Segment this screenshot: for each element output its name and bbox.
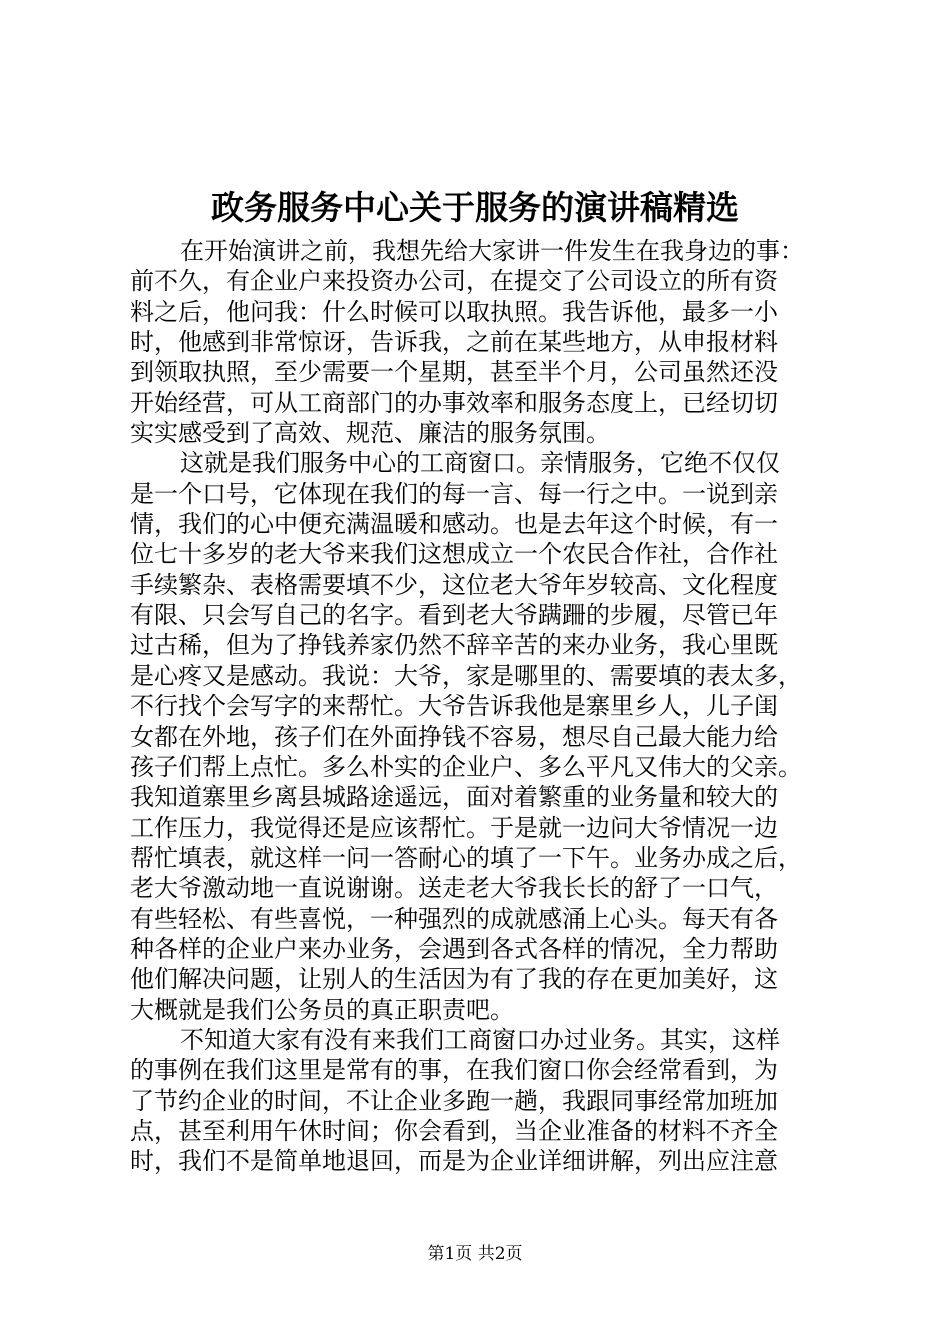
text-line: 工作压力，我觉得还是应该帮忙。于是就一边问大爷情况一边: [130, 813, 778, 842]
text-line: 这就是我们服务中心的工商窗口。亲情服务，它绝不仅仅: [180, 449, 780, 478]
text-line: 到领取执照，至少需要一个星期，甚至半个月，公司虽然还没: [130, 358, 778, 387]
text-line: 前不久，有企业户来投资办公司，在提交了公司设立的所有资: [130, 267, 778, 296]
text-line: 大概就是我们公务员的真正职责吧。: [130, 995, 514, 1024]
text-line: 不知道大家有没有来我们工商窗口办过业务。其实，这样: [180, 1025, 780, 1054]
text-line: 女都在外地，孩子们在外面挣钱不容易，想尽自己最大能力给: [130, 722, 778, 751]
text-line: 在开始演讲之前，我想先给大家讲一件发生在我身边的事：: [180, 237, 804, 265]
text-line: 帮忙填表，就这样一问一答耐心的填了一下午。业务办成之后，: [130, 843, 802, 872]
text-line: 情，我们的心中便充满温暖和感动。也是去年这个时候，有一: [130, 510, 778, 539]
text-line: 手续繁杂、表格需要填不少，这位老大爷年岁较高、文化程度: [130, 570, 778, 599]
text-line: 我知道寨里乡离县城路途遥远，面对着繁重的业务量和较大的: [130, 783, 778, 812]
text-line: 老大爷激动地一直说谢谢。送走老大爷我长长的舒了一口气，: [130, 874, 778, 903]
text-line: 有限、只会写自己的名字。看到老大爷蹒跚的步履，尽管已年: [130, 601, 778, 630]
document-title: 政务服务中心关于服务的演讲稿精选: [211, 188, 739, 227]
page-footer: 第1页 共2页: [427, 1244, 523, 1264]
text-line: 种各样的企业户来办业务，会遇到各式各样的情况，全力帮助: [130, 934, 778, 963]
text-line: 开始经营，可从工商部门的办事效率和服务态度上，已经切切: [130, 388, 778, 417]
text-line: 的事例在我们这里是常有的事，在我们窗口你会经常看到，为: [130, 1056, 778, 1085]
text-line: 他们解决问题，让别人的生活因为有了我的存在更加美好，这: [130, 965, 778, 994]
text-line: 是心疼又是感动。我说：大爷，家是哪里的、需要填的表太多，: [130, 661, 802, 690]
text-line: 时，我们不是简单地退回，而是为企业详细讲解，列出应注意: [130, 1147, 778, 1176]
text-line: 孩子们帮上点忙。多么朴实的企业户、多么平凡又伟大的父亲。: [130, 752, 802, 781]
text-line: 不行找个会写字的来帮忙。大爷告诉我他是寨里乡人，儿子闺: [130, 692, 778, 721]
text-line: 过古稀，但为了挣钱养家仍然不辞辛苦的来办业务，我心里既: [130, 631, 778, 660]
text-line: 点，甚至利用午休时间；你会看到，当企业准备的材料不齐全: [130, 1116, 778, 1145]
text-line: 是一个口号，它体现在我们的每一言、每一行之中。一说到亲: [130, 479, 778, 508]
text-line: 料之后，他问我：什么时候可以取执照。我告诉他，最多一小: [130, 297, 778, 326]
paragraph: [130, 448, 830, 1025]
text-line: 位七十多岁的老大爷来我们这想成立一个农民合作社，合作社: [130, 540, 778, 569]
text-line: 实实感受到了高效、规范、廉洁的服务氛围。: [130, 419, 610, 448]
text-line: 时，他感到非常惊讶，告诉我，之前在某些地方，从申报材料: [130, 328, 778, 357]
document-body: [130, 236, 830, 1177]
text-line: 了节约企业的时间，不让企业多跑一趟，我跟同事经常加班加: [130, 1086, 778, 1115]
paragraph: [130, 236, 830, 448]
text-line: 有些轻松、有些喜悦，一种强烈的成就感涌上心头。每天有各: [130, 904, 778, 933]
paragraph: [130, 1025, 830, 1177]
